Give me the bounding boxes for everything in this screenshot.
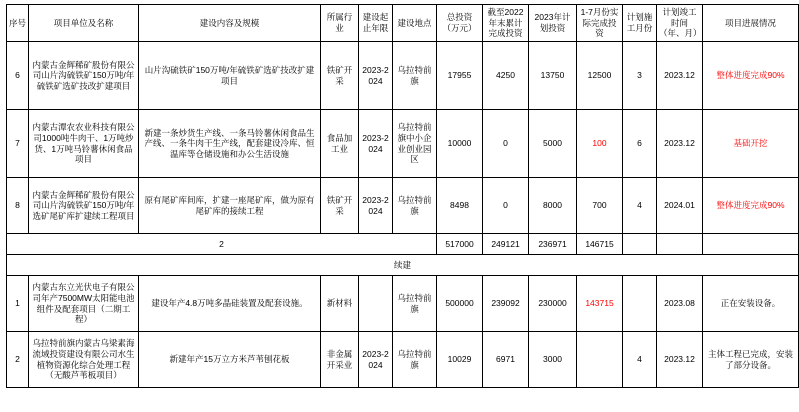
subtotal-total: 517000	[437, 234, 483, 255]
cell-name: 内蒙古东立光伏电子有限公司年产7500MW太阳能电池组件及配套项目（二期工程）	[29, 276, 139, 332]
cell-place: 乌拉特前旗	[393, 332, 437, 388]
cell-total: 17955	[437, 42, 483, 110]
cell-place: 乌拉特前旗中小企业创业园区	[393, 110, 437, 178]
spreadsheet-page	[0, 4, 799, 412]
table-body	[7, 42, 799, 388]
cell-place: 乌拉特前旗	[393, 42, 437, 110]
header-place: 建设地点	[393, 5, 437, 42]
cell-total: 10029	[437, 332, 483, 388]
cell-progress: 基础开挖	[703, 110, 799, 178]
cell-progress: 正在安装设备。	[703, 276, 799, 332]
subtotal-progress	[703, 234, 799, 255]
cell-name: 内蒙古潭农农业科技有限公司1000吨牛肉干、1万吨炒货、1万吨马铃薯休闲食品项目	[29, 110, 139, 178]
cell-industry: 食品加工业	[321, 110, 359, 178]
cell-seq: 1	[7, 276, 29, 332]
cell-years: 2023-2024	[359, 332, 393, 388]
subtotal-months	[623, 234, 657, 255]
cell-progress: 整体进度完成90%	[703, 178, 799, 234]
header-desc: 建设内容及规模	[139, 5, 321, 42]
cell-years: 2023-2024	[359, 42, 393, 110]
cell-finish: 2024.01	[657, 178, 703, 234]
cell-months: 4	[623, 178, 657, 234]
cell-total: 8498	[437, 178, 483, 234]
cell-name: 内蒙古金辉稀矿股份有限公司山片沟硫铁矿150万吨/年硫铁矿选矿技改扩建项目	[29, 42, 139, 110]
cell-desc: 原有尾矿库间库，扩建一座尾矿库，做为原有尾矿库的接续工程	[139, 178, 321, 234]
subtotal-accumulated: 249121	[483, 234, 529, 255]
header-done: 1-7月份实际完成投资	[577, 5, 623, 42]
cell-accumulated: 0	[483, 110, 529, 178]
cell-done: 700	[577, 178, 623, 234]
cell-done: 143715	[577, 276, 623, 332]
subtotal-finish	[657, 234, 703, 255]
header-progress: 项目进展情况	[703, 5, 799, 42]
table-row	[7, 178, 799, 234]
cell-name: 内蒙古金辉稀矿股份有限公司山片沟硫铁矿150万吨/年选矿尾矿库扩建续工程项目	[29, 178, 139, 234]
cell-done: 100	[577, 110, 623, 178]
project-progress-table	[6, 4, 799, 388]
cell-industry: 新材料	[321, 276, 359, 332]
section-continued-row	[7, 255, 799, 276]
cell-accumulated: 239092	[483, 276, 529, 332]
cell-done	[577, 332, 623, 388]
cell-place: 乌拉特前旗	[393, 276, 437, 332]
header-name: 项目单位及名称	[29, 5, 139, 42]
cell-finish: 2023.12	[657, 110, 703, 178]
header-finish: 计划竣工时间（年、月）	[657, 5, 703, 42]
cell-plan2023: 5000	[529, 110, 577, 178]
cell-years: 2023-2024	[359, 110, 393, 178]
cell-months: 6	[623, 110, 657, 178]
cell-plan2023: 8000	[529, 178, 577, 234]
cell-years	[359, 276, 393, 332]
table-row	[7, 332, 799, 388]
cell-years: 2023-2024	[359, 178, 393, 234]
subtotal-row	[7, 234, 799, 255]
cell-progress: 主体工程已完成，安装了部分设备。	[703, 332, 799, 388]
header-accumulated: 截至2022年末累计完成投资	[483, 5, 529, 42]
cell-accumulated: 0	[483, 178, 529, 234]
subtotal-plan2023: 236971	[529, 234, 577, 255]
table-row	[7, 276, 799, 332]
table-row	[7, 110, 799, 178]
cell-plan2023: 13750	[529, 42, 577, 110]
cell-seq: 6	[7, 42, 29, 110]
cell-finish: 2023.08	[657, 276, 703, 332]
cell-plan2023: 230000	[529, 276, 577, 332]
cell-finish: 2023.12	[657, 42, 703, 110]
cell-accumulated: 6971	[483, 332, 529, 388]
cell-seq: 7	[7, 110, 29, 178]
cell-months: 4	[623, 332, 657, 388]
cell-months: 3	[623, 42, 657, 110]
cell-accumulated: 4250	[483, 42, 529, 110]
subtotal-label: 2	[7, 234, 437, 255]
header-seq: 序号	[7, 5, 29, 42]
header-row	[7, 5, 799, 42]
cell-finish: 2023.12	[657, 332, 703, 388]
subtotal-done: 146715	[577, 234, 623, 255]
cell-industry: 非金属开采业	[321, 332, 359, 388]
cell-industry: 铁矿开采	[321, 42, 359, 110]
header-total: 总投资（万元）	[437, 5, 483, 42]
cell-total: 500000	[437, 276, 483, 332]
header-months: 计划施工月份	[623, 5, 657, 42]
cell-months	[623, 276, 657, 332]
cell-seq: 8	[7, 178, 29, 234]
cell-name: 乌拉特前旗内蒙古乌梁素海流域投资建设有限公司水生植物资源化综合处理工程（无酸芦苇板项目）	[29, 332, 139, 388]
cell-progress: 整体进度完成90%	[703, 42, 799, 110]
cell-place: 乌拉特前旗	[393, 178, 437, 234]
header-industry: 所属行业	[321, 5, 359, 42]
header-years: 建设起止年限	[359, 5, 393, 42]
cell-industry: 铁矿开采	[321, 178, 359, 234]
section-continued-label: 续建	[7, 255, 799, 276]
cell-total: 10000	[437, 110, 483, 178]
cell-desc: 建设年产4.8万吨多晶硅装置及配套设施。	[139, 276, 321, 332]
table-row	[7, 42, 799, 110]
cell-seq: 2	[7, 332, 29, 388]
cell-desc: 新建年产15万立方米芦苇刨花板	[139, 332, 321, 388]
cell-done: 12500	[577, 42, 623, 110]
cell-desc: 新建一条炒货生产线、一条马铃薯休闲食品生产线、一条牛肉干生产线，配套建设冷库、恒温库等仓储设施和办公生活设施	[139, 110, 321, 178]
cell-desc: 山片沟硫铁矿150万吨/年硫铁矿选矿技改扩建项目	[139, 42, 321, 110]
header-plan2023: 2023年计划投资	[529, 5, 577, 42]
table-header	[7, 5, 799, 42]
cell-plan2023: 3000	[529, 332, 577, 388]
